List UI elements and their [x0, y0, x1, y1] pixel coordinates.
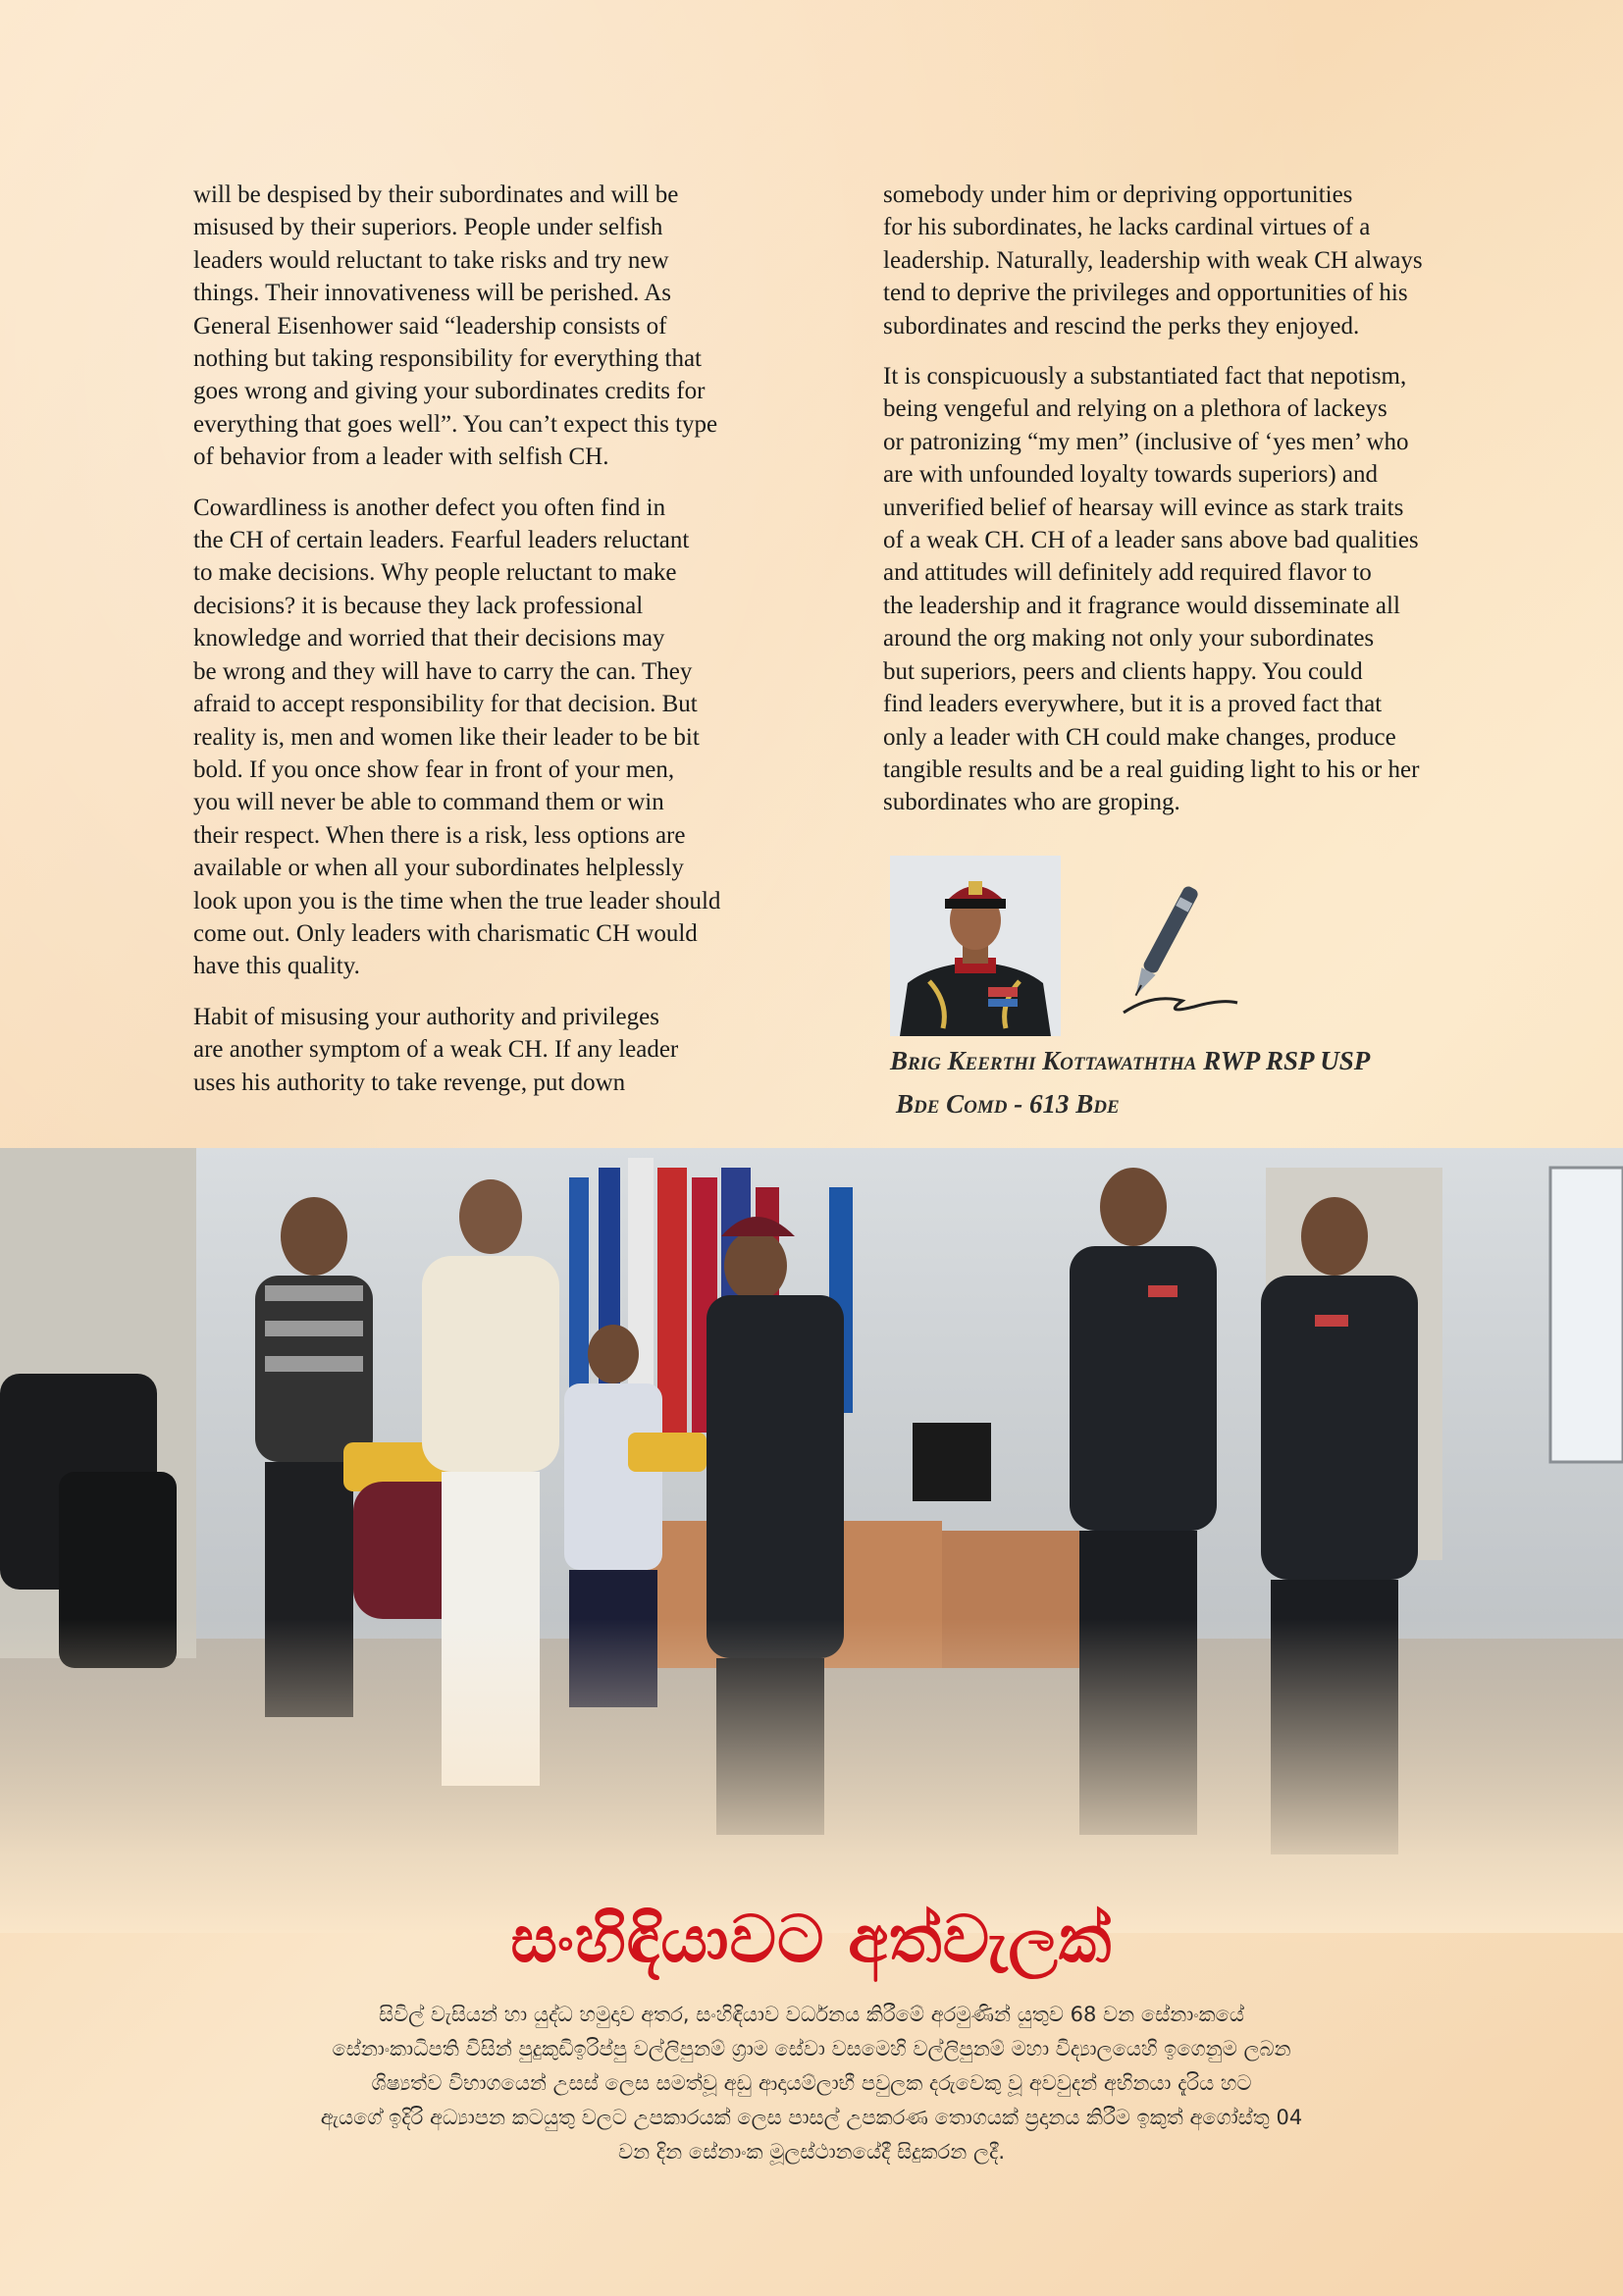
pen-signature-icon — [1084, 875, 1241, 1022]
caption-line: ඇයගේ ඉදිරි අධ්‍යාපන කටයුතු වලට උපකාරයක් ලෙස පාසල් උපකරණ තොගයක් ප්‍රදානය කිරීම ඉකුත් අගෝස්තු 04 — [320, 2106, 1303, 2129]
caption-line: සේනාංකාධිපති විසින් පුදුකුඩිඉරිප්පු වල්ලිපුනම් ග්‍රාම සේවා වසමෙහි වල්ලිපුනම් මහා විද්‍යාලයෙහි ඉගෙනුම ලබන — [332, 2037, 1291, 2061]
author-block — [888, 856, 1438, 1130]
body-paragraph: Cowardliness is another defect you often find in the CH of certain leaders. Fearful leaders reluctant to make decisions. Why people reluctant to make decisions? it is because they lack professional knowledge and worried that their decisions may be wrong and they will have to carry the can. They afraid to accept responsibility for that decision. But reality is, men and women like their leader to be bit bold. If you once show fear in front of your men, you will never be able to command them or win their respect. When there is a risk, less options are available or when all your subordinates helplessly look upon you is the time when the true leader should come out. Only leaders with charismatic CH would have this quality. — [193, 494, 721, 980]
caption-line: සිවිල් වැසියන් හා යුද්ධ හමුදාව අතර, සංහිඳියාව වර්ධනය කිරීමේ අරමුණින් යුතුව 68 වන සේනාංකයේ — [378, 2003, 1245, 2026]
caption-line: ශිෂ්‍යත්ව විභාගයෙන් උසස් ලෙස සමත්වූ අඩු ආදායම්ලාභී පවුලක දරුවෙකු වූ අවවුදන් අභිනයා දැරිය හට — [371, 2071, 1252, 2095]
body-paragraph: somebody under him or depriving opportunities for his subordinates, he lacks cardinal virtues of a leadership. Naturally, leadership with weak CH always tend to deprive the privileges and opportunities of his subordinates and rescind the perks they enjoyed. — [883, 182, 1423, 339]
event-photo — [0, 1148, 1623, 1933]
photo-caption — [196, 1998, 1427, 2169]
caption-line: වන දින සේනාංක මූලස්ථානයේදී සිදුකරන ලදී. — [617, 2140, 1005, 2164]
body-paragraph: will be despised by their subordinates and will be misused by their superiors. People under selfish leaders would reluctant to take risks and try new things. Their innovativeness will be perished. As General Eisenhower said “leadership consists of nothing but taking responsibility for everything that goes wrong and giving your subordinates credits for everything that goes well”. You can’t expect this type of behavior from a leader with selfish CH. — [193, 182, 718, 471]
author-portrait — [890, 856, 1061, 1036]
author-name: Brig Keerthi Kottawaththa RWP RSP USP — [890, 1046, 1371, 1075]
article-left-column — [193, 179, 802, 1117]
article-right-column — [883, 179, 1492, 837]
sinhala-headline: සංහිඳියාවට අත්වැලක් — [510, 1902, 1113, 1977]
body-paragraph: It is conspicuously a substantiated fact that nepotism, being vengeful and relying on a plethora of lackeys or patronizing “my men” (inclusive of ‘yes men’ who are with unfounded loyalty towards superiors) and unverified belief of hearsay will evince as stark traits of a weak CH. CH of a leader sans above bad qualities and attitudes will definitely add required flavor to the leadership and it fragrance would disseminate all around the org making not only your subordinates but superiors, peers and clients happy. You could find leaders everywhere, but it is a proved fact that only a leader with CH could make changes, produce tangible results and be a real guiding light to his or her subordinates who are groping. — [883, 363, 1420, 816]
body-paragraph: Habit of misusing your authority and privileges are another symptom of a weak CH. If any leader uses his authority to take revenge, put down — [193, 1003, 679, 1096]
author-title: Bde Comd - 613 Bde — [896, 1089, 1120, 1119]
